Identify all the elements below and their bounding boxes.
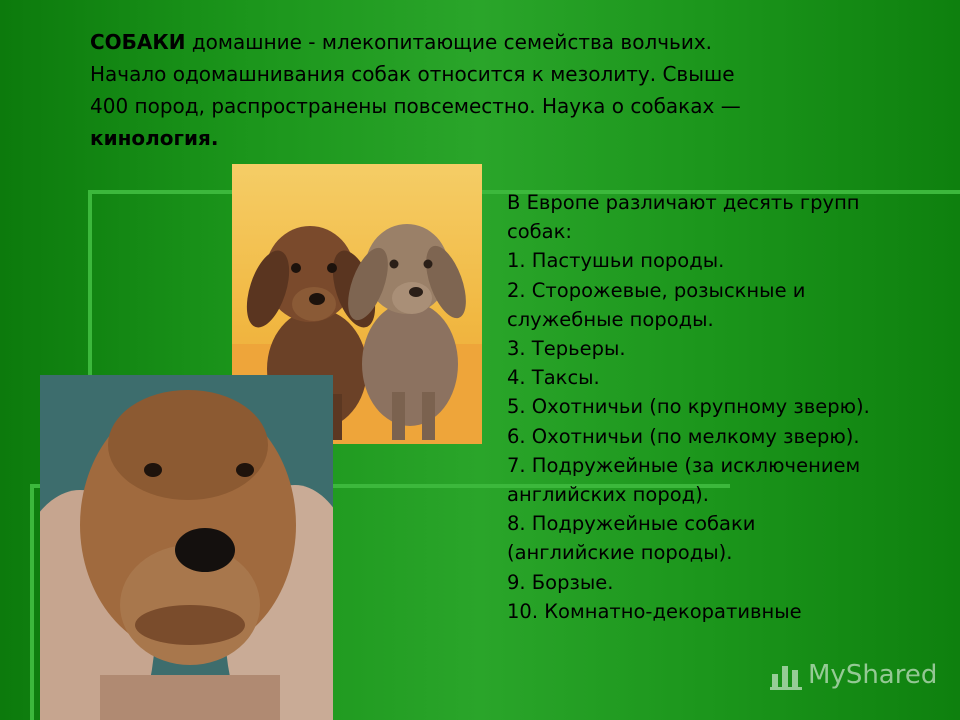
groups-heading-line-1: В Европе различают десять групп [507,191,860,214]
group-line: 5. Охотничьи (по крупному зверю). [507,395,870,419]
intro-text-1: домашние - млекопитающие семейства волчьих. [185,30,713,54]
group-line: 8. Подружейные собаки [507,512,756,536]
group-line: 4. Таксы. [507,366,600,390]
group-line: английских пород). [507,483,709,507]
group-line: служебные породы. [507,307,714,331]
spaniel-photo [40,375,333,720]
group-line: 7. Подружейные (за исключением [507,453,861,477]
group-line: 2. Сторожевые, розыскные и [507,278,806,302]
group-line: 6. Охотничьи (по мелкому зверю). [507,424,860,448]
group-line: 10. Комнатно-декоративные [507,599,802,623]
intro-line-3: 400 пород, распространены повсеместно. Наука о собаках — [90,94,741,118]
decor-line-left-lower [30,484,34,720]
dog-groups-list [507,188,952,626]
intro-science: кинология. [90,126,219,150]
intro-line-2: Начало одомашнивания собак относится к мезолиту. Свыше [90,62,735,86]
group-line: 9. Борзые. [507,570,614,594]
group-line: 1. Пастушьи породы. [507,249,725,273]
group-line: 3. Терьеры. [507,337,626,361]
intro-paragraph [90,26,860,154]
myshared-watermark [770,655,950,695]
watermark-text: MyShared [808,660,938,690]
intro-term: СОБАКИ [90,30,186,54]
groups-heading-line-2: собак: [507,220,572,244]
chart-bars-icon [770,660,802,690]
group-line: (английские породы). [507,541,733,565]
